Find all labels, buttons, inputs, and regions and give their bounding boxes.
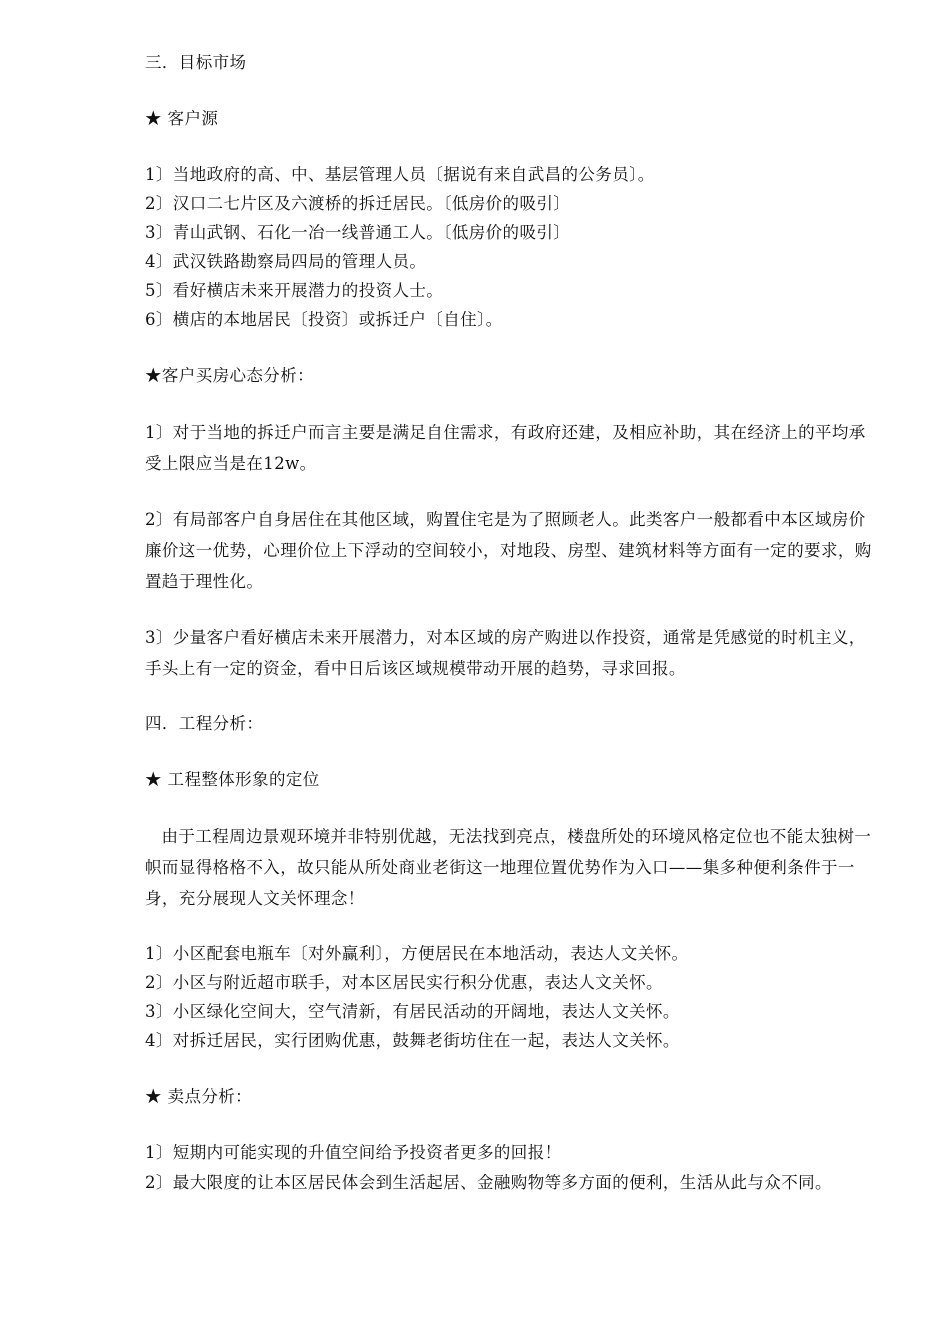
customer-source-list	[145, 160, 875, 334]
section-3-heading: 三．目标市场	[145, 53, 247, 72]
mindset-paragraph: 2〕有局部客户自身居住在其他区域，购置住宅是为了照顾老人。此类客户一般都看中本区域房价廉价这一优势，心理价位上下浮动的空间较小，对地段、房型、建筑材料等方面有一定的要求，购置趋于理性化。	[145, 510, 872, 591]
list-item: 2〕小区与附近超市联手，对本区居民实行积分优惠，表达人文关怀。	[145, 973, 663, 992]
list-item: 4〕对拆迁居民，实行团购优惠，鼓舞老街坊住在一起，表达人文关怀。	[145, 1031, 680, 1050]
list-item: 2〕汉口二七片区及六渡桥的拆迁居民。〔低房价的吸引〕	[145, 194, 571, 213]
selling-points-list	[145, 1138, 875, 1198]
list-item: 1〕当地政府的高、中、基层管理人员〔据说有来自武昌的公务员〕。	[145, 165, 655, 184]
humanistic-care-list	[145, 939, 875, 1055]
list-item: 1〕短期内可能实现的升值空间给予投资者更多的回报！	[145, 1143, 562, 1162]
customer-source-title: ★ 客户源	[145, 109, 219, 128]
list-item: 5〕看好横店未来开展潜力的投资人士。	[145, 281, 444, 300]
list-item: 4〕武汉铁路勘察局四局的管理人员。	[145, 252, 427, 271]
list-item: 3〕青山武钢、石化一冶一线普通工人。〔低房价的吸引〕	[145, 223, 571, 242]
selling-points-title: ★ 卖点分析：	[145, 1087, 253, 1106]
mindset-paragraph: 1〕对于当地的拆迁户而言主要是满足自住需求，有政府还建，及相应补助，其在经济上的平均承受上限应当是在12w。	[145, 423, 866, 473]
mindset-paragraph: 3〕少量客户看好横店未来开展潜力，对本区域的房产购进以作投资，通常是凭感觉的时机主义，手头上有一定的资金，看中日后该区域规模带动开展的趋势，寻求回报。	[145, 628, 866, 678]
list-item: 1〕小区配套电瓶车〔对外赢利〕，方便居民在本地活动，表达人文关怀。	[145, 944, 689, 963]
image-positioning-title: ★ 工程整体形象的定位	[145, 770, 320, 789]
document-page	[145, 48, 875, 1198]
list-item: 6〕横店的本地居民〔投资〕或拆迁户〔自住〕。	[145, 310, 503, 329]
mindset-title: ★客户买房心态分析：	[145, 366, 314, 385]
list-item: 3〕小区绿化空间大，空气清新，有居民活动的开阔地，表达人文关怀。	[145, 1002, 680, 1021]
section-4-heading: 四．工程分析：	[145, 714, 264, 733]
list-item: 2〕最大限度的让本区居民体会到生活起居、金融购物等多方面的便利，生活从此与众不同。	[145, 1173, 832, 1192]
image-positioning-paragraph: 由于工程周边景观环境并非特别优越，无法找到亮点，楼盘所处的环境风格定位也不能太独树一帜而显得格格不入，故只能从所处商业老街这一地理位置优势作为入口——集多种便利条件于一身，充分展现人文关怀理念！	[145, 827, 872, 908]
